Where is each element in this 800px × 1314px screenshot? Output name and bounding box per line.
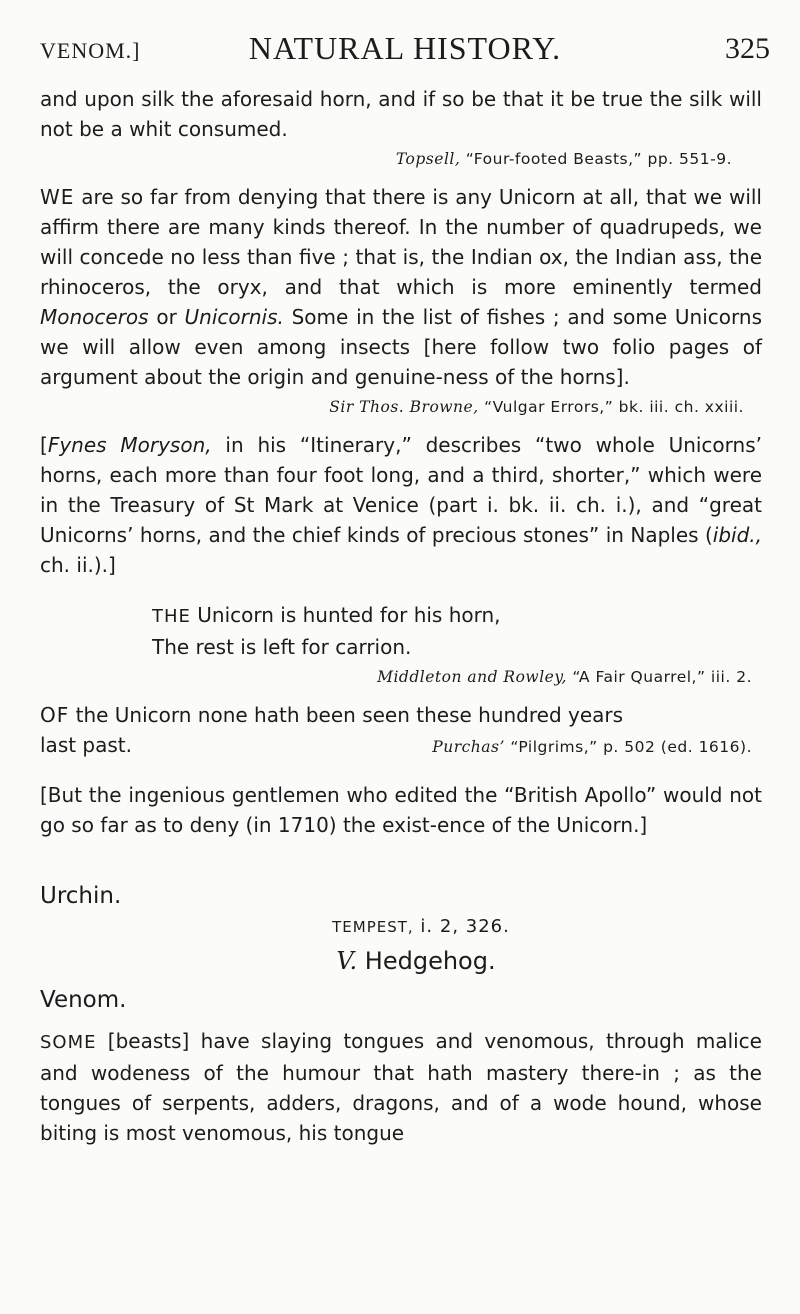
heading-urchin: Urchin.	[40, 883, 122, 909]
paragraph-3	[40, 430, 762, 580]
paragraph-4	[40, 700, 762, 730]
ref-play: TEMPEST,	[332, 918, 414, 936]
page-body	[40, 84, 762, 1148]
see-marker: V.	[336, 947, 358, 975]
verse-drop-word: THE	[152, 606, 191, 627]
cite-source: “Vulgar Errors,” bk. iii. ch. xxiii.	[484, 398, 744, 416]
paragraph-3-text-b: ch. ii.).]	[40, 553, 116, 577]
cite-author: Purchas’	[432, 738, 505, 756]
drop-word: WE	[40, 185, 75, 209]
citation-browne	[40, 394, 762, 420]
drop-word: OF	[40, 703, 70, 727]
page-number: 325	[725, 32, 770, 65]
term-unicornis: Unicornis.	[184, 305, 284, 329]
term-ibid: ibid.,	[712, 523, 762, 547]
paragraph-2-text-b: or	[148, 305, 185, 329]
citation-topsell	[40, 146, 762, 172]
paragraph-2	[40, 182, 762, 392]
paragraph-4-line-2	[40, 730, 762, 760]
paragraph-4-last-words: last past.	[40, 733, 133, 757]
paragraph-venom	[40, 1026, 762, 1148]
cite-source: “A Fair Quarrel,” iii. 2.	[572, 668, 752, 686]
verse-line-1	[152, 600, 762, 632]
verse-line-2: The rest is left for carrion.	[152, 635, 412, 659]
paragraph-venom-text: [beasts] have slaying tongues and venomous, through malice and wodeness of the humour that hath mastery there-in ; as the tongues of serpents, adders, dragons, and of a wode hound, whose biting is most venomous, his tongue	[40, 1029, 762, 1145]
term-monoceros: Monoceros	[40, 305, 149, 329]
reference-tempest	[40, 912, 762, 942]
paragraph-2-text-a: are so far from denying that there is any Unicorn at all, that we will affirm there are many kinds thereof. In the number of quadrupeds, we will concede no less than five ; that is, the Indian ox, the Indian ass, the rhinoceros, the oryx, and that which is more eminently termed	[40, 185, 762, 299]
verse-block	[152, 600, 762, 662]
cite-author: Sir Thos. Browne,	[329, 398, 479, 416]
verse-line-1-text: Unicorn is hunted for his horn,	[190, 603, 501, 627]
ref-location: i. 2, 326.	[413, 916, 510, 937]
paragraph-3-open: [	[40, 433, 48, 457]
cite-source: “Pilgrims,” p. 502 (ed. 1616).	[510, 738, 752, 756]
paragraph-2-text-c: Some in the list of fishes ; and some Unicorns we will allow even among insects [here follow two folio pages of argument about the origin and genuine-ness of the horns].	[40, 305, 762, 389]
section-label: VENOM.]	[40, 38, 141, 63]
cite-source: “Four-footed Beasts,” pp. 551-9.	[465, 150, 732, 168]
citation-middleton	[40, 664, 762, 690]
cite-author: Middleton and Rowley,	[377, 668, 567, 686]
paragraph-5: [But the ingenious gentlemen who edited the “British Apollo” would not go so far as to deny (in 1710) the exist-ence of the Unicorn.]	[40, 783, 762, 837]
drop-word: SOME	[40, 1032, 97, 1053]
name-fynes-moryson: Fynes Moryson,	[47, 433, 212, 457]
citation-purchas	[432, 734, 762, 760]
see-also-hedgehog	[40, 942, 762, 980]
heading-venom: Venom.	[40, 987, 127, 1013]
paragraph-4-line-1: the Unicorn none hath been seen these hundred years	[69, 703, 624, 727]
cite-author: Topsell,	[395, 150, 461, 168]
paragraph-1: and upon silk the aforesaid horn, and if so be that it be true the silk will not be a whit consumed.	[40, 87, 762, 141]
see-target: Hedgehog.	[357, 947, 496, 975]
running-header	[40, 30, 770, 70]
page-title: NATURAL HISTORY.	[248, 30, 562, 66]
paragraph-3-text-a: in his “Itinerary,” describes “two whole Unicorns’ horns, each more than four foot long, and a third, shorter,” which were in the Treasury of St Mark at Venice (part i. bk. ii. ch. i.), and “great Unicorns’ horns, and the chief kinds of precious stones” in Naples (	[40, 433, 762, 547]
